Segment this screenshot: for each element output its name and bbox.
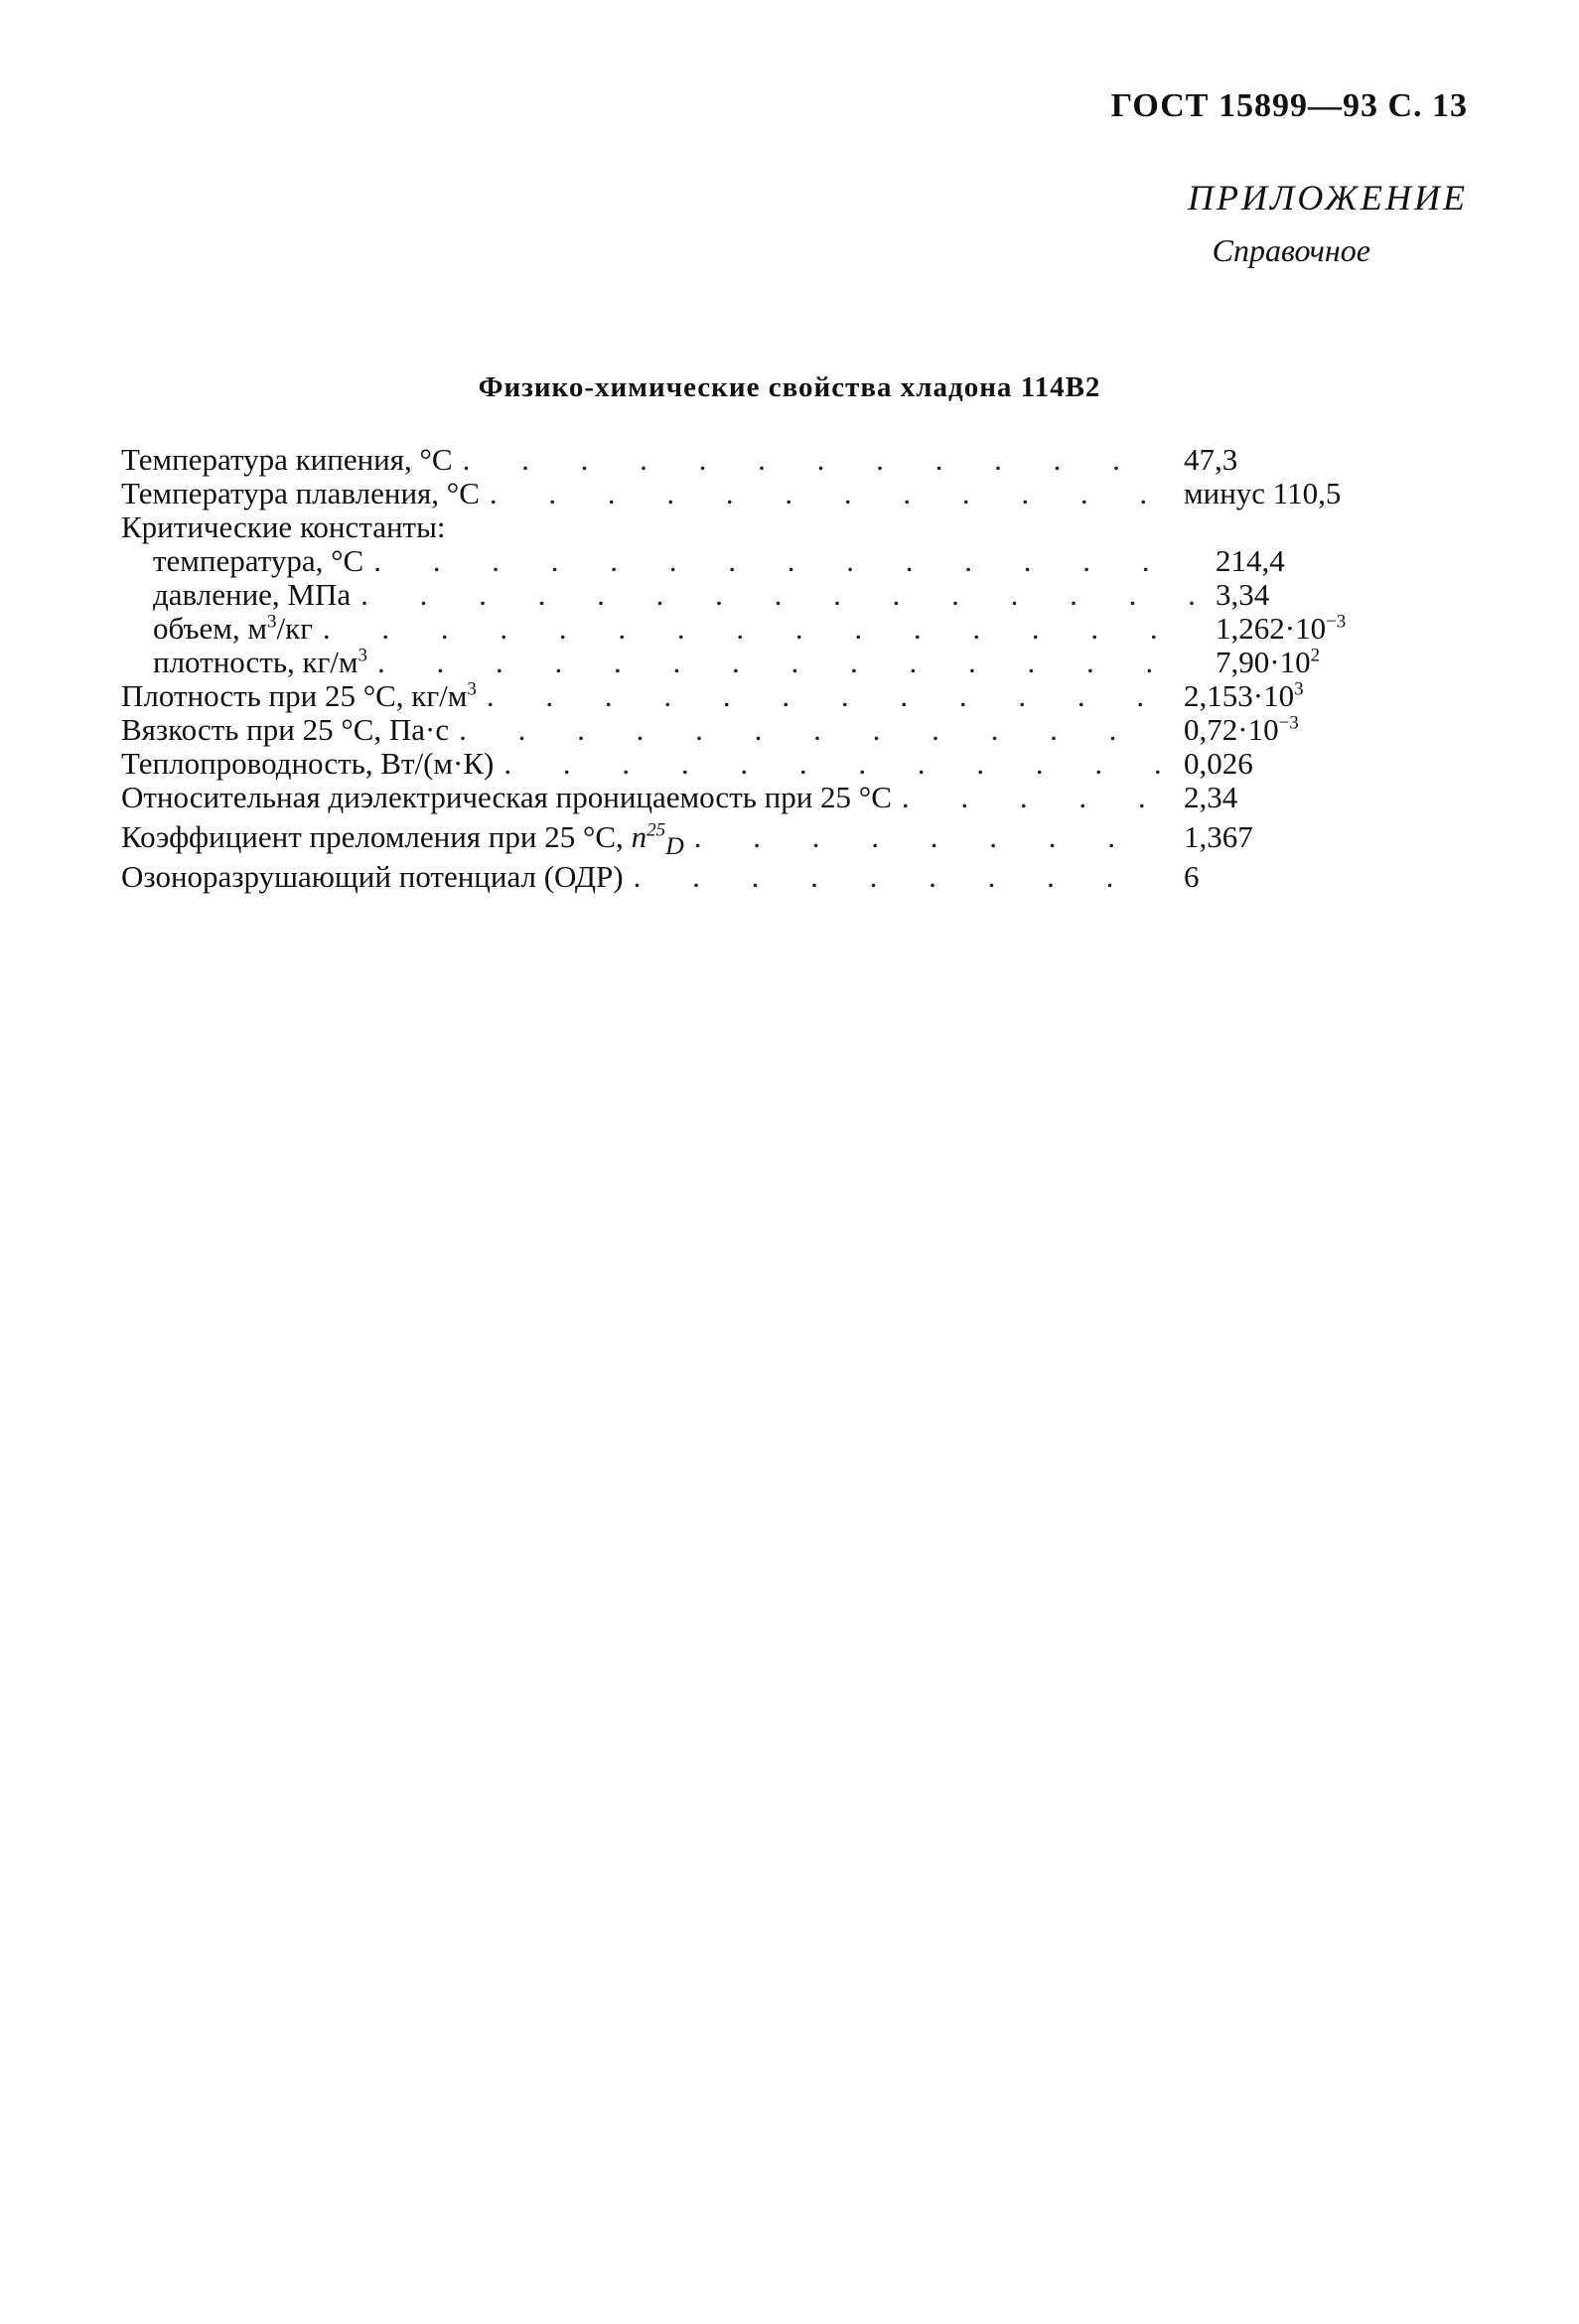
- appendix-label: ПРИЛОЖЕНИЕ: [1188, 178, 1468, 218]
- dot-leader: [684, 814, 1166, 860]
- document-reference: ГОСТ 15899—93 С. 13: [1110, 87, 1468, 124]
- property-row-critical-density: [121, 646, 1382, 679]
- property-row-viscosity-25: [121, 713, 1382, 747]
- properties-list: [121, 443, 1382, 894]
- dot-leader: [449, 713, 1166, 747]
- refraction-symbol: $n^{25}_D$: [631, 819, 684, 861]
- property-value: 0,026: [1184, 746, 1253, 781]
- dot-leader: [624, 860, 1166, 894]
- dot-leader: [313, 612, 1198, 646]
- property-value: 1,367: [1184, 819, 1253, 854]
- property-value: минус 110,5: [1184, 476, 1342, 510]
- property-label: Температура плавления, °С: [121, 477, 480, 510]
- property-row-critical-temperature: [121, 544, 1382, 578]
- property-value: 47,3: [1184, 442, 1238, 477]
- property-label: температура, °С: [153, 544, 364, 578]
- dot-leader: [351, 578, 1198, 612]
- dot-leader: [494, 747, 1166, 781]
- property-label: Относительная диэлектрическая проницаемость при 25 °С: [121, 781, 892, 814]
- property-value: $2,153\cdot 10^3$: [1184, 678, 1304, 713]
- appendix-kind: Справочное: [1212, 232, 1370, 268]
- property-row-boiling-point: [121, 443, 1382, 477]
- property-row-thermal-conductivity: [121, 747, 1382, 781]
- property-row-dielectric-permittivity: [121, 781, 1382, 814]
- property-value: 6: [1184, 859, 1200, 894]
- property-row-critical-pressure: [121, 578, 1382, 612]
- property-row-refraction-index: [121, 814, 1382, 860]
- property-row-melting-point: [121, 477, 1382, 510]
- property-row-critical-volume: [121, 612, 1382, 646]
- section-title: Физико-химические свойства хладона 114В2: [478, 371, 1101, 403]
- property-label: Озоноразрушающий потенциал (ОДР): [121, 860, 624, 894]
- property-value: 2,34: [1184, 780, 1238, 814]
- property-label: Теплопроводность, Вт/(м·К): [121, 747, 495, 781]
- property-label: Коэффициент преломления при 25 °С, $n^{25}_D$: [121, 819, 684, 861]
- property-value: 214,4: [1216, 543, 1285, 578]
- property-row-critical-constants: [121, 510, 1382, 544]
- dot-leader: [367, 646, 1198, 679]
- property-label: объем, $м^3/кг$: [153, 612, 313, 646]
- property-label: плотность, $кг/м^3$: [153, 646, 368, 679]
- dot-leader: [363, 544, 1198, 578]
- dot-leader: [453, 443, 1166, 477]
- property-value: $7,90\cdot 10^2$: [1216, 645, 1321, 679]
- property-label: Плотность при 25 °С, $кг/м^3$: [121, 679, 477, 713]
- property-label: Вязкость при 25 °С, Па·с: [121, 713, 450, 747]
- dot-leader: [480, 477, 1166, 510]
- property-label: давление, МПа: [153, 578, 352, 612]
- property-row-density-25: [121, 679, 1382, 713]
- property-value: 3,34: [1216, 577, 1270, 612]
- property-value: $0,72\cdot 10^{-3}$: [1184, 712, 1299, 747]
- property-label: Температура кипения, °С: [121, 443, 453, 477]
- property-value: $1,262\cdot 10^{-3}$: [1216, 611, 1347, 646]
- dot-leader: [892, 781, 1166, 814]
- dot-leader: [477, 679, 1166, 713]
- property-group-label: Критические константы:: [121, 510, 446, 544]
- property-row-ozone-potential: [121, 860, 1382, 894]
